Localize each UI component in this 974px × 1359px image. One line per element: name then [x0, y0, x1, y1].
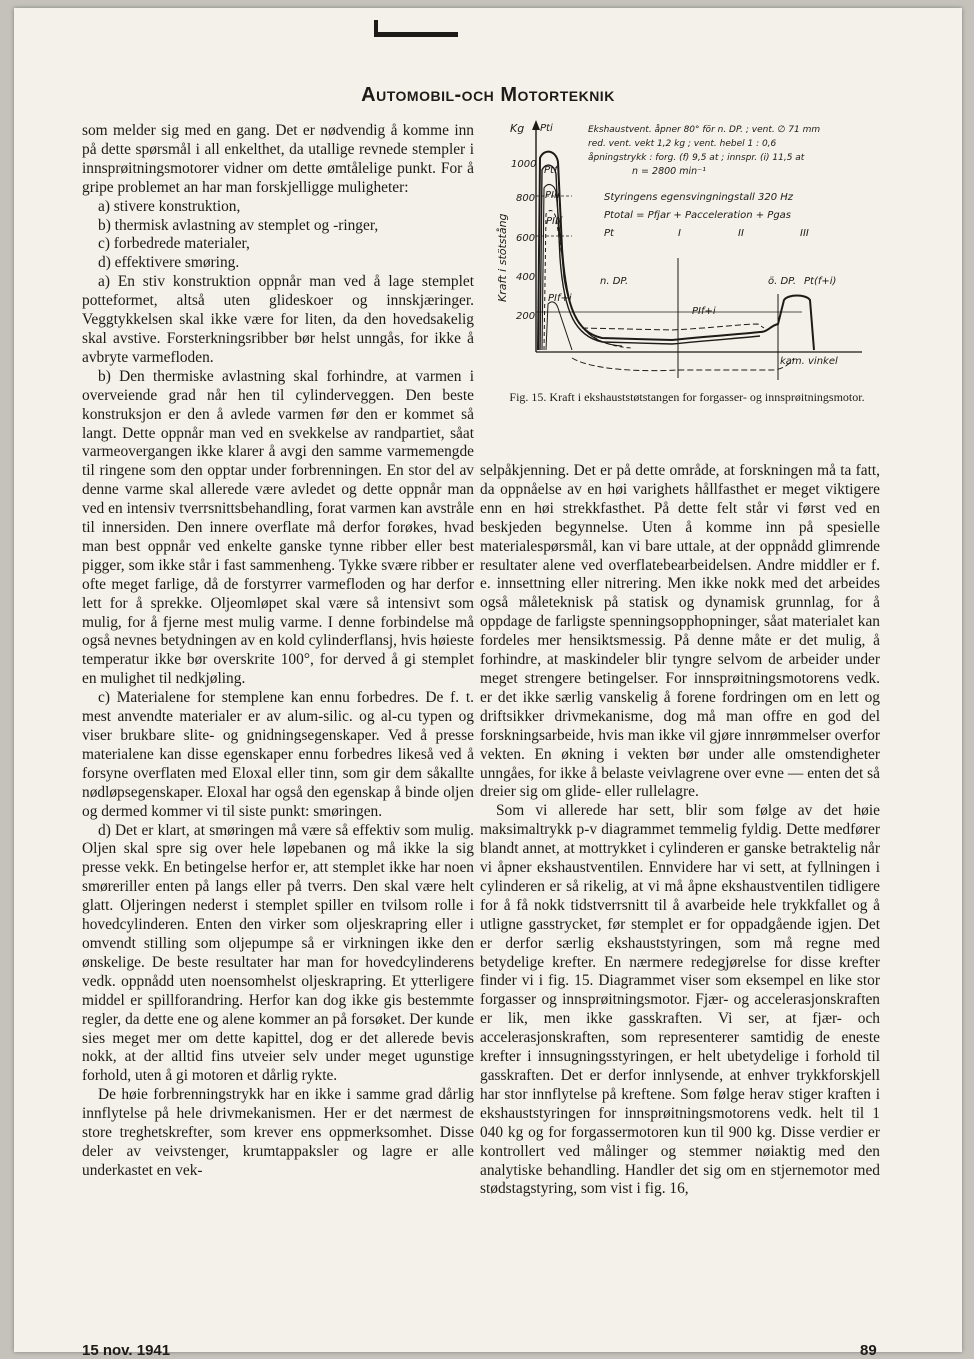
note-line-6: Ptotal = Pfjar + Pacceleration + Pgas — [604, 210, 792, 221]
curve-cam-lift — [572, 358, 794, 371]
label-cam-angle: kam. vinkel — [780, 356, 838, 367]
force-diagram — [492, 118, 880, 380]
issue-date: 15 nov. 1941 — [82, 1342, 171, 1359]
note-roman-3: III — [800, 228, 809, 239]
note-roman-2: II — [738, 228, 744, 239]
y-tick-1000: 1000 — [511, 159, 537, 170]
label-ptf: Ptf — [544, 165, 558, 176]
note-roman-1: I — [678, 228, 681, 239]
label-tdc: ö. DP. — [768, 276, 797, 287]
left-column — [82, 122, 474, 1181]
left-paragraph: b) Den thermiske avlastning skal forhindre, at varmen i overveiende grad når hen til cylinderveggen. Den beste konstruksjon er den å avlede varmen før den er kommet så langt. Dette oppnår man ved en svekkelse av randpartiet, såat varmeovergangen ikke klarer å avgi den samme varmemengde til ringene som den opptar under forbrenningen. En stor del av denne varme skal allerede være avledet og dette oppnår man ved en intensiv tverrsnittsbehandling, forat varmen kan avstråle til innersiden. Den innere overflate må derfor forøkes, hvad man best oppnår ved enkelte ganske tynne ribber eller best pigger, som ikke står i fast sammenheng. Tykke svære ribber er ofte meget farlige, då de forstyrrer varmefloden og har derfor lett for å sprekke. Oljeomløpet skal være så intensivt som mulig, for å fjerne mest mulig varme. I denne forbindelse må også nevnes betydningen av en kold cylinderflansj, hvis høieste temperatur ikke bør overskrite 100°, for derved å gi stemplet en mulighet til nedkjøling. — [82, 367, 474, 688]
left-paragraph: c) Materialene for stemplene kan ennu forbedres. De f. t. mest anvendte materialer er av alum-silic. og al-cu typen og viser brukbare slite- og gnidningsegenskaper. Ved å presse materialene kan disse egenskaper ennu forbedres likeså ved å forsyne overflaten med Eloxal eller tinn, som gir dem såkallte nødløpsegenskaper. Eloxal har også den egenskap å binde oljen og dermed kommer vi til siste punkt: smøringen. — [82, 689, 474, 820]
label-p2f: PIIf — [546, 216, 562, 227]
running-header: Automobil-och Motorteknik — [361, 84, 615, 106]
left-paragraph: c) forbedrede materialer, — [98, 235, 250, 253]
y-tick-600: 600 — [516, 233, 536, 244]
right-column — [480, 462, 880, 1199]
curve-spring-accel-mid — [582, 324, 764, 330]
figure-15 — [492, 118, 880, 380]
left-paragraph: b) thermisk avlastning av stemplet og -ringer, — [98, 216, 379, 234]
y-axis-title: Kraft i stötstång — [496, 213, 509, 302]
label-pt-fi: Pt(f+i) — [804, 276, 837, 287]
label-bdc: n. DP. — [600, 276, 629, 287]
left-paragraph: d) Det er klart, at smøringen må være så effektiv som mulig. Oljen skal spre sig over hele løpebanen og må ikke la sig presse vekk. En betingelse herfor er, att stemplet ikke har noen smøreriller enten på langs eller på tverrs. Den skal være helt glatt. Oljeringen nederst i stemplet spiller en tvilsom rolle i hovedcylinderen. Enten den virker som oljeskrapring eller i omvendt stilling som oljepumpe så er virkningen ikke den ønskelige. De beste resultater har man for hovedcylinderens vedk. oppnådd uten noensomhelst oljeskrapring. Et ytterligere middel er spillforandring. Herfor kan dog ikke gis bestemmte regler, da dette ene og alene kommer an på forsøket. Der kunde sies meget mer om dette kapittel, dog er det allerede bevis nokk, at der alltid fins utveier selv under meget ugunstige forhold, uten å gi motoren et dårlig rykte. — [82, 821, 474, 1085]
curve-total-injection — [538, 152, 814, 350]
note-pt: Pt — [604, 228, 614, 239]
y-unit-label: Kg — [510, 122, 525, 135]
y-axis-arrow — [532, 120, 540, 130]
left-paragraph: d) effektivere smøring. — [98, 254, 240, 272]
binding-bar — [374, 32, 458, 37]
label-p1fi-left: PIf+i — [548, 293, 572, 304]
left-paragraph: a) stivere konstruktion, — [98, 197, 241, 215]
page-number: 89 — [860, 1342, 877, 1359]
note-line-5: Styringens egensvingningstall 320 Hz — [604, 192, 794, 203]
label-pti: Pti — [540, 123, 553, 134]
note-line-4: n = 2800 min⁻¹ — [632, 166, 706, 177]
figure-caption: Fig. 15. Kraft i ekshauststøtstangen for forgasser- og innsprøitningsmotor. — [509, 390, 865, 404]
y-tick-800: 800 — [516, 193, 536, 204]
label-p1fi-mid: PIf+i — [692, 306, 716, 317]
note-line-3: åpningstrykk : forg. (f) 9,5 at ; innspr. (i) 11,5 at — [588, 153, 805, 163]
left-paragraph: som melder sig med en gang. Det er nødvendig å komme inn på dette spørsmål i all enkelthet, da utallige revnede stempler i innsprøitningsmotorer vidner om dette ømtålelige punkt. For å gripe problemet an har man forskjelligge muligheter: — [82, 122, 474, 196]
right-paragraph: selpåkjenning. Det er på dette område, at forskningen må ta fatt, da oppnåelse av en høi varighets hållfasthet er meget viktigere enn en høi strekkfasthet. På dette felt står vi først ved en beskjeden begynnelse. Uten å komme inn på spesielle materialespørsmål, kan vi bare uttale, at der oppnådd glimrende resultater alene ved overflatebearbeidelsen. Andre middler er f. e. innsettning eller nitrering. Men ikke nokk med det arbeides også måleteknisk på statisk og dynamisk grunnlag, for å oppdage de farligste spenningsopphopninger, såat materialet kan fordeles mer hensiktsmessig. På denne måte er det mulig, å forhindre, at maskindeler blir tyngre selvom de arbeider under meget strengere betingelser. For innsprøitningsmotorens vedk. er det ikke særlig vanskelig å forene fordringen om en lett og driftsikker drivmekanisme, dog må man offre en god del forskningsarbeide, hvis man ikke vil gjøre innrømmelser overfor vekten. En økning i vekten bør under alle omstendigheter unngåes, for ikke å belaste veivlagrene over evne — enten det så dreier sig om glide- eller rullelagre. — [480, 462, 880, 801]
left-paragraph: a) En stiv konstruktion oppnår man ved å lage stemplet potteformet, altså uten glideskoer og innskjæringer. Veggtykkelsen skal ikke være for liten, da den hovedsakelig skal avstive. Forsterkningsribber bør helst unngås, for ikke å avbryte varmefloden. — [82, 273, 474, 366]
note-line-2: red. vent. vekt 1,2 kg ; vent. hebel 1 : 0,6 — [588, 139, 777, 149]
y-tick-400: 400 — [516, 272, 536, 283]
document-page — [14, 8, 962, 1359]
left-paragraph: De høie forbrenningstrykk har en ikke i samme grad dårlig innflytelse på hele drivmekanismen. Her er det nærmest de store treghetskrefter, som krever ens oppmerksomhet. Disse deler av veivstenger, krumtappaksler og lagre er alle underkastet en vek- — [82, 1086, 474, 1179]
note-line-1: Ekshaustvent. åpner 80° för n. DP. ; vent. ∅ 71 mm — [588, 125, 821, 135]
label-p2i: PIIi — [545, 190, 560, 201]
y-tick-200: 200 — [516, 311, 536, 322]
right-paragraph: Som vi allerede har sett, blir som følge av det høie maksimaltrykk p-v diagrammet temmelig fyldig. Dette medfører blandt annet, at mottrykket i cylinderen er ganske betraktelig når vi åpner ekshaustventilen. Ennvidere har vi sett, at fyllningen i cylinderen er så rikelig, at vi må åpne ekshaustventilen tidligere for å få nokk tidstverrsnitt til å avarbeide hele trykkfallet og å utligne gasstrycket, før stemplet er for oppadgående igjen. Det er derfor særlig ekshauststyringen, som må regne med betydelige krefter. En nærmere redegjørelse for disse krefter finder vi i fig. 15. Diagrammet viser som eksempel en like stor forgasser og innsprøitningsmotor. Fjær- og accelerasjonskraften er lik, men ikke gasskraften. Vi ser, at fjær- och accelerasjonskraften, som representerer samtidig de eneste krefter i innsugningsstyringen, er helt ubetydelige i forhold til gasskraften. Det er derfor innlysende, at enhver trykkforskjell har stor innflytelse på kreftene. Som følge herav stiger kraften i ekshauststyringen for innsprøitningsmotorens vedk. helt til 1 040 kg og for forgassermotoren kun til 900 kg. Disse verdier er kontrollert ved målinger og stemmer nøiaktig med den analytiske behandling. Handler det sig om en stjernemotor med stødstagstyring, som vist i fig. 16, — [480, 802, 880, 1198]
